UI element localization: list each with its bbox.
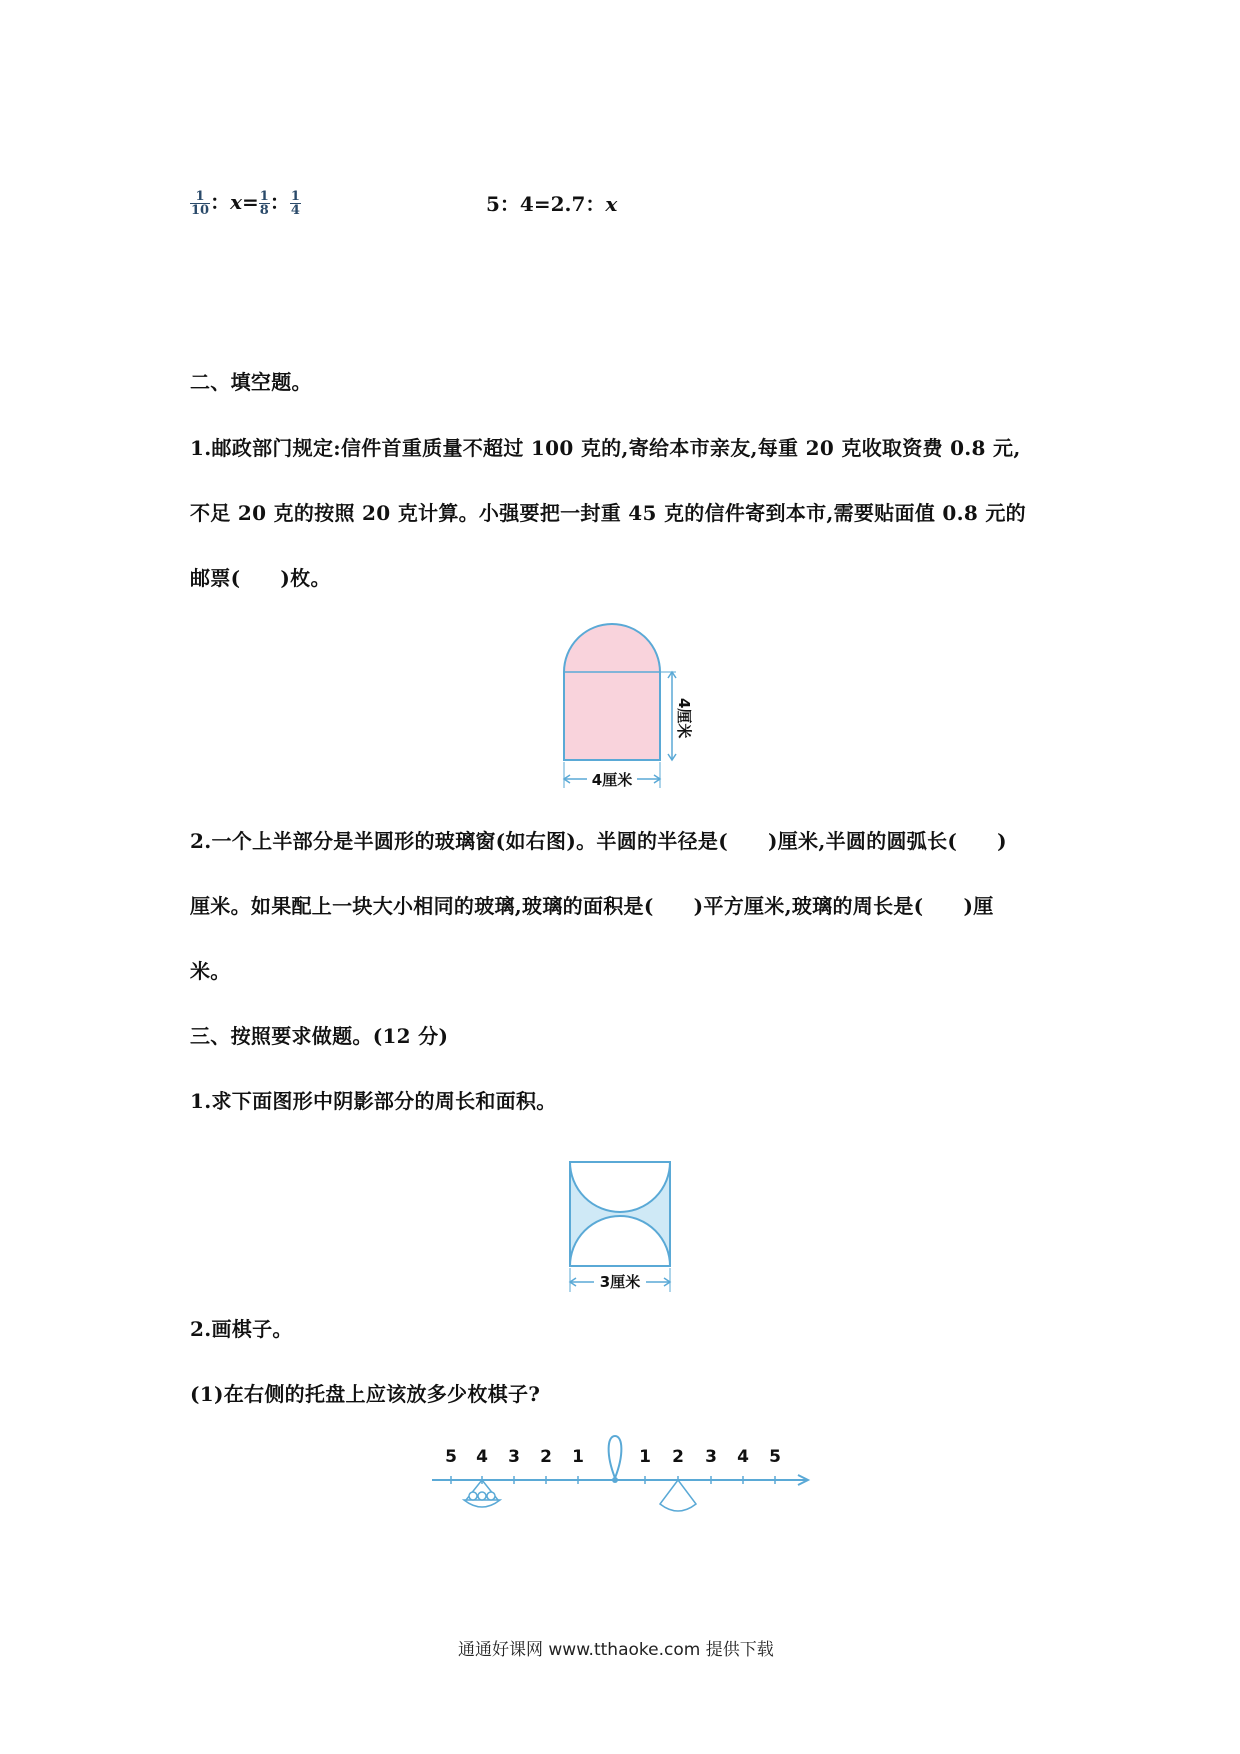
chess-piece: [487, 1492, 495, 1500]
left-number-4: 4: [476, 1447, 488, 1467]
height-label: 4厘米: [675, 698, 693, 739]
fraction-1-4: $\frac{1}{4}$: [290, 189, 300, 218]
question-2-2-line-1: 2.一个上半部分是半圆形的玻璃窗(如右图)。半圆的半径是( )厘米,半圆的圆弧长( ): [190, 829, 1007, 853]
question-2-2-line-3: 米。: [190, 959, 231, 983]
right-number-3: 3: [705, 1447, 717, 1467]
right-number-1: 1: [639, 1447, 651, 1467]
left-number-3: 3: [508, 1447, 520, 1467]
shaded-square-figure: [565, 1158, 685, 1298]
chess-piece: [478, 1492, 486, 1500]
window-figure: [555, 612, 695, 792]
right-number-4: 4: [737, 1447, 749, 1467]
balance-pointer: [609, 1436, 622, 1478]
right-pan[interactable]: [660, 1480, 696, 1511]
question-3-1: 1.求下面图形中阴影部分的周长和面积。: [190, 1089, 557, 1113]
left-number-1: 1: [572, 1447, 584, 1467]
question-2-1-line-3: 邮票( )枚。: [190, 566, 331, 590]
section-3-heading: 三、按照要求做题。(12 分): [190, 1024, 449, 1048]
left-pan: [464, 1480, 500, 1507]
footer-source: 通通好课网 www.tthaoke.com 提供下载: [458, 1640, 774, 1660]
right-number-2: 2: [672, 1447, 684, 1467]
equation-1: $\frac{1}{10}$ ：x= $\frac{1}{8}$ ： $\frac{1}{4}$: [191, 189, 300, 218]
balance-figure: [430, 1430, 820, 1515]
fraction-1-10: $\frac{1}{10}$: [191, 189, 210, 218]
question-2-1-line-1: 1.邮政部门规定:信件首重质量不超过 100 克的,寄给本市亲友,每重 20 克收取资费 0.8 元,: [190, 436, 1021, 460]
right-number-5: 5: [769, 1447, 781, 1467]
width-label-3cm: 3厘米: [599, 1273, 641, 1291]
left-number-5: 5: [445, 1447, 457, 1467]
window-shape: [564, 624, 660, 760]
width-label: 4厘米: [591, 771, 633, 789]
question-2-1-line-2: 不足 20 克的按照 20 克计算。小强要把一封重 45 克的信件寄到本市,需要贴面值 0.8 元的: [190, 501, 1026, 525]
section-2-heading: 二、填空题。: [190, 370, 312, 394]
left-number-2: 2: [540, 1447, 552, 1467]
question-2-2-line-2: 厘米。如果配上一块大小相同的玻璃,玻璃的面积是( )平方厘米,玻璃的周长是( )厘: [190, 894, 994, 918]
question-3-2-1: (1)在右侧的托盘上应该放多少枚棋子?: [190, 1382, 541, 1406]
chess-piece: [469, 1492, 477, 1500]
fraction-1-8: $\frac{1}{8}$: [259, 189, 269, 218]
question-3-2: 2.画棋子。: [190, 1317, 293, 1341]
equation-2: 5：4=2.7：x: [486, 192, 618, 216]
